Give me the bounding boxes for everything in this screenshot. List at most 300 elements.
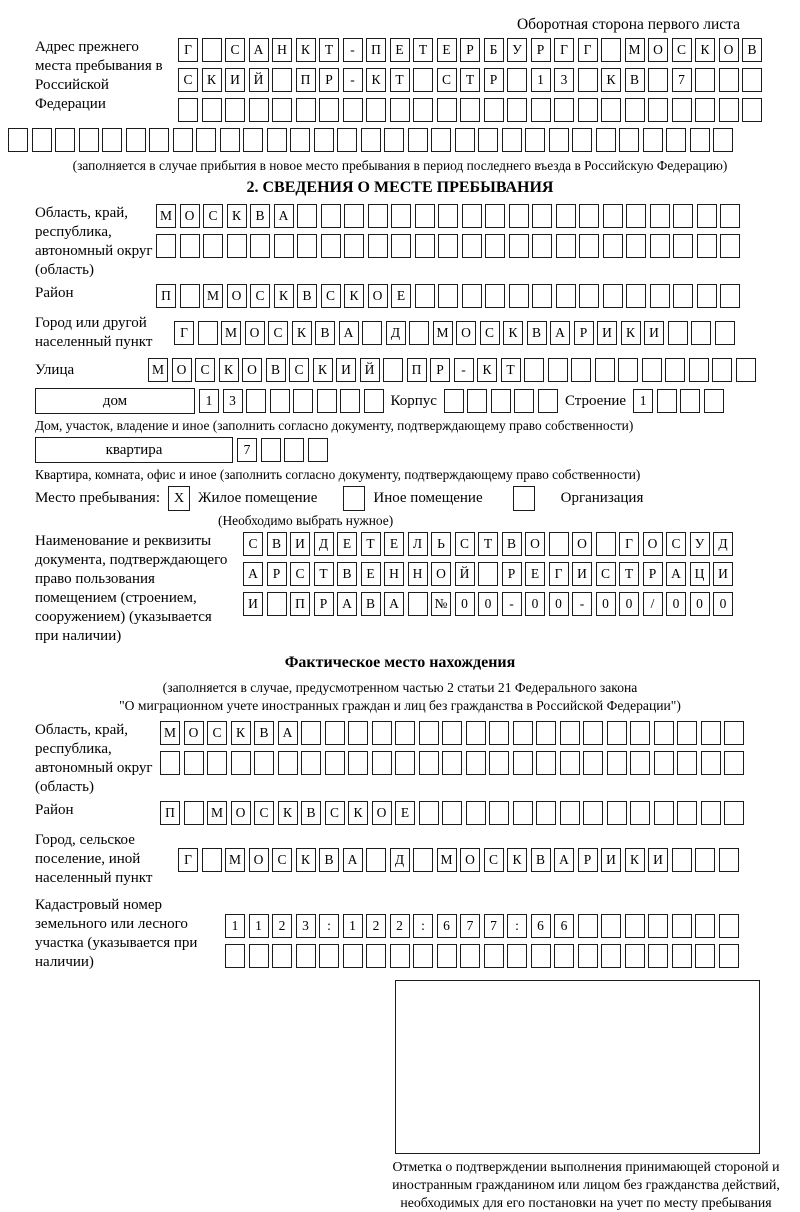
char-cell[interactable]: 3 <box>554 68 574 92</box>
char-cell[interactable] <box>524 358 544 382</box>
char-cell[interactable]: А <box>249 38 269 62</box>
char-cell[interactable] <box>442 721 462 745</box>
char-cell[interactable]: С <box>437 68 457 92</box>
char-cell[interactable] <box>691 321 711 345</box>
char-cell[interactable] <box>361 128 381 152</box>
char-cell[interactable] <box>337 128 357 152</box>
char-cell[interactable]: О <box>172 358 192 382</box>
char-cell[interactable]: Т <box>501 358 521 382</box>
char-cell[interactable] <box>626 284 646 308</box>
char-cell[interactable] <box>578 68 598 92</box>
char-cell[interactable]: М <box>148 358 168 382</box>
char-cell[interactable]: С <box>195 358 215 382</box>
char-cell[interactable] <box>419 721 439 745</box>
char-cell[interactable]: 0 <box>455 592 475 616</box>
char-cell[interactable] <box>390 98 410 122</box>
char-cell[interactable] <box>321 234 341 258</box>
char-cell[interactable]: К <box>366 68 386 92</box>
char-cell[interactable] <box>460 98 480 122</box>
char-cell[interactable]: Г <box>554 38 574 62</box>
char-cell[interactable]: П <box>290 592 310 616</box>
char-cell[interactable]: С <box>480 321 500 345</box>
char-cell[interactable] <box>619 128 639 152</box>
char-cell[interactable]: 3 <box>223 389 243 413</box>
char-cell[interactable] <box>368 204 388 228</box>
char-cell[interactable]: Д <box>386 321 406 345</box>
char-cell[interactable] <box>697 204 717 228</box>
char-cell[interactable] <box>572 128 592 152</box>
char-cell[interactable] <box>556 284 576 308</box>
char-cell[interactable] <box>579 204 599 228</box>
char-cell[interactable]: Т <box>413 38 433 62</box>
char-cell[interactable]: Р <box>502 562 522 586</box>
char-cell[interactable] <box>348 721 368 745</box>
char-cell[interactable]: 0 <box>596 592 616 616</box>
char-cell[interactable] <box>560 721 580 745</box>
char-cell[interactable] <box>202 98 222 122</box>
char-cell[interactable]: К <box>601 68 621 92</box>
char-cell[interactable] <box>556 204 576 228</box>
char-cell[interactable] <box>513 751 533 775</box>
char-cell[interactable] <box>348 751 368 775</box>
char-cell[interactable]: 0 <box>713 592 733 616</box>
char-cell[interactable] <box>102 128 122 152</box>
char-cell[interactable]: Г <box>619 532 639 556</box>
char-cell[interactable] <box>340 389 360 413</box>
char-cell[interactable]: Е <box>395 801 415 825</box>
char-cell[interactable]: С <box>290 562 310 586</box>
char-cell[interactable]: И <box>648 848 668 872</box>
char-cell[interactable]: К <box>344 284 364 308</box>
char-cell[interactable] <box>677 751 697 775</box>
char-cell[interactable]: С <box>207 721 227 745</box>
char-cell[interactable] <box>267 128 287 152</box>
char-cell[interactable]: А <box>666 562 686 586</box>
char-cell[interactable] <box>672 914 692 938</box>
char-cell[interactable] <box>677 801 697 825</box>
apartment-type-box[interactable]: квартира <box>35 437 233 463</box>
char-cell[interactable] <box>55 128 75 152</box>
char-cell[interactable]: 0 <box>478 592 498 616</box>
char-cell[interactable]: А <box>274 204 294 228</box>
char-cell[interactable]: С <box>178 68 198 92</box>
char-cell[interactable]: В <box>250 204 270 228</box>
char-cell[interactable] <box>560 801 580 825</box>
char-cell[interactable] <box>665 358 685 382</box>
char-cell[interactable]: 1 <box>343 914 363 938</box>
char-cell[interactable]: 2 <box>366 914 386 938</box>
char-cell[interactable] <box>489 721 509 745</box>
char-cell[interactable]: К <box>227 204 247 228</box>
char-cell[interactable] <box>343 944 363 968</box>
char-cell[interactable]: 2 <box>390 914 410 938</box>
char-cell[interactable]: К <box>296 848 316 872</box>
char-cell[interactable] <box>301 721 321 745</box>
char-cell[interactable]: Т <box>460 68 480 92</box>
char-cell[interactable]: И <box>336 358 356 382</box>
char-cell[interactable] <box>198 321 218 345</box>
char-cell[interactable] <box>431 128 451 152</box>
char-cell[interactable]: М <box>203 284 223 308</box>
char-cell[interactable] <box>196 128 216 152</box>
char-cell[interactable]: Й <box>455 562 475 586</box>
char-cell[interactable] <box>507 98 527 122</box>
char-cell[interactable] <box>438 284 458 308</box>
char-cell[interactable]: С <box>455 532 475 556</box>
char-cell[interactable]: П <box>407 358 427 382</box>
char-cell[interactable] <box>372 751 392 775</box>
char-cell[interactable]: - <box>502 592 522 616</box>
char-cell[interactable] <box>272 944 292 968</box>
char-cell[interactable]: И <box>243 592 263 616</box>
char-cell[interactable] <box>668 321 688 345</box>
char-cell[interactable]: М <box>160 721 180 745</box>
char-cell[interactable] <box>485 234 505 258</box>
char-cell[interactable] <box>690 128 710 152</box>
char-cell[interactable]: О <box>456 321 476 345</box>
char-cell[interactable] <box>719 68 739 92</box>
char-cell[interactable] <box>560 751 580 775</box>
char-cell[interactable] <box>571 358 591 382</box>
char-cell[interactable] <box>160 751 180 775</box>
char-cell[interactable]: С <box>254 801 274 825</box>
char-cell[interactable]: О <box>719 38 739 62</box>
char-cell[interactable]: К <box>348 801 368 825</box>
char-cell[interactable]: В <box>361 592 381 616</box>
char-cell[interactable] <box>625 944 645 968</box>
char-cell[interactable]: В <box>266 358 286 382</box>
char-cell[interactable] <box>509 204 529 228</box>
char-cell[interactable] <box>514 389 534 413</box>
char-cell[interactable]: М <box>221 321 241 345</box>
char-cell[interactable]: О <box>372 801 392 825</box>
char-cell[interactable] <box>704 389 724 413</box>
char-cell[interactable] <box>607 721 627 745</box>
char-cell[interactable] <box>595 358 615 382</box>
char-cell[interactable] <box>466 721 486 745</box>
char-cell[interactable]: Г <box>174 321 194 345</box>
char-cell[interactable]: 6 <box>554 914 574 938</box>
char-cell[interactable]: Т <box>314 562 334 586</box>
char-cell[interactable]: С <box>666 532 686 556</box>
char-cell[interactable]: М <box>225 848 245 872</box>
char-cell[interactable] <box>701 801 721 825</box>
char-cell[interactable]: И <box>713 562 733 586</box>
char-cell[interactable] <box>261 438 281 462</box>
char-cell[interactable] <box>719 848 739 872</box>
char-cell[interactable] <box>438 204 458 228</box>
char-cell[interactable] <box>626 234 646 258</box>
char-cell[interactable] <box>462 234 482 258</box>
char-cell[interactable] <box>246 389 266 413</box>
char-cell[interactable] <box>536 801 556 825</box>
char-cell[interactable]: С <box>596 562 616 586</box>
char-cell[interactable]: В <box>254 721 274 745</box>
char-cell[interactable] <box>32 128 52 152</box>
char-cell[interactable] <box>290 128 310 152</box>
char-cell[interactable]: Е <box>390 38 410 62</box>
char-cell[interactable]: 3 <box>296 914 316 938</box>
char-cell[interactable]: № <box>431 592 451 616</box>
char-cell[interactable]: - <box>343 68 363 92</box>
char-cell[interactable]: Р <box>267 562 287 586</box>
char-cell[interactable] <box>344 204 364 228</box>
char-cell[interactable] <box>178 98 198 122</box>
char-cell[interactable] <box>513 721 533 745</box>
char-cell[interactable] <box>462 284 482 308</box>
char-cell[interactable] <box>607 801 627 825</box>
char-cell[interactable] <box>532 234 552 258</box>
char-cell[interactable] <box>596 532 616 556</box>
char-cell[interactable] <box>648 944 668 968</box>
char-cell[interactable]: Р <box>484 68 504 92</box>
char-cell[interactable]: Г <box>178 848 198 872</box>
char-cell[interactable] <box>525 128 545 152</box>
char-cell[interactable]: В <box>301 801 321 825</box>
char-cell[interactable]: А <box>243 562 263 586</box>
char-cell[interactable]: Р <box>574 321 594 345</box>
char-cell[interactable]: С <box>203 204 223 228</box>
char-cell[interactable] <box>366 944 386 968</box>
char-cell[interactable] <box>413 68 433 92</box>
char-cell[interactable] <box>625 914 645 938</box>
char-cell[interactable] <box>156 234 176 258</box>
char-cell[interactable]: 7 <box>484 914 504 938</box>
char-cell[interactable]: 0 <box>525 592 545 616</box>
char-cell[interactable]: 1 <box>249 914 269 938</box>
char-cell[interactable]: : <box>413 914 433 938</box>
char-cell[interactable] <box>437 98 457 122</box>
char-cell[interactable] <box>415 284 435 308</box>
char-cell[interactable]: К <box>231 721 251 745</box>
char-cell[interactable]: А <box>337 592 357 616</box>
char-cell[interactable] <box>509 284 529 308</box>
char-cell[interactable] <box>532 284 552 308</box>
char-cell[interactable]: В <box>297 284 317 308</box>
char-cell[interactable]: Д <box>713 532 733 556</box>
char-cell[interactable]: 7 <box>460 914 480 938</box>
char-cell[interactable]: Б <box>484 38 504 62</box>
char-cell[interactable] <box>225 944 245 968</box>
char-cell[interactable] <box>556 234 576 258</box>
char-cell[interactable] <box>203 234 223 258</box>
char-cell[interactable] <box>202 848 222 872</box>
char-cell[interactable] <box>657 389 677 413</box>
char-cell[interactable] <box>343 98 363 122</box>
char-cell[interactable] <box>601 38 621 62</box>
char-cell[interactable] <box>607 751 627 775</box>
char-cell[interactable] <box>321 204 341 228</box>
char-cell[interactable]: Т <box>478 532 498 556</box>
char-cell[interactable] <box>413 848 433 872</box>
stay-option-residential-checkbox[interactable]: X <box>168 486 190 511</box>
char-cell[interactable] <box>249 944 269 968</box>
char-cell[interactable]: О <box>525 532 545 556</box>
char-cell[interactable] <box>642 358 662 382</box>
char-cell[interactable]: Е <box>437 38 457 62</box>
char-cell[interactable]: С <box>250 284 270 308</box>
char-cell[interactable]: К <box>313 358 333 382</box>
char-cell[interactable]: В <box>315 321 335 345</box>
char-cell[interactable] <box>384 128 404 152</box>
char-cell[interactable]: И <box>225 68 245 92</box>
char-cell[interactable] <box>724 721 744 745</box>
char-cell[interactable] <box>742 98 762 122</box>
char-cell[interactable] <box>366 98 386 122</box>
char-cell[interactable]: 7 <box>237 438 257 462</box>
char-cell[interactable]: С <box>272 848 292 872</box>
char-cell[interactable] <box>720 234 740 258</box>
char-cell[interactable]: Е <box>384 532 404 556</box>
char-cell[interactable]: 6 <box>531 914 551 938</box>
char-cell[interactable] <box>625 98 645 122</box>
char-cell[interactable] <box>243 128 263 152</box>
char-cell[interactable] <box>603 234 623 258</box>
char-cell[interactable] <box>697 284 717 308</box>
char-cell[interactable]: Е <box>337 532 357 556</box>
char-cell[interactable]: В <box>527 321 547 345</box>
char-cell[interactable]: В <box>337 562 357 586</box>
house-type-box[interactable]: дом <box>35 388 195 414</box>
char-cell[interactable] <box>695 914 715 938</box>
char-cell[interactable] <box>648 914 668 938</box>
char-cell[interactable] <box>536 751 556 775</box>
char-cell[interactable] <box>650 234 670 258</box>
char-cell[interactable]: Й <box>360 358 380 382</box>
char-cell[interactable] <box>673 284 693 308</box>
char-cell[interactable] <box>79 128 99 152</box>
char-cell[interactable] <box>630 801 650 825</box>
char-cell[interactable] <box>719 944 739 968</box>
char-cell[interactable] <box>272 98 292 122</box>
char-cell[interactable]: Е <box>361 562 381 586</box>
char-cell[interactable]: С <box>321 284 341 308</box>
char-cell[interactable] <box>395 751 415 775</box>
char-cell[interactable] <box>408 592 428 616</box>
char-cell[interactable]: Р <box>531 38 551 62</box>
char-cell[interactable] <box>395 721 415 745</box>
char-cell[interactable] <box>489 801 509 825</box>
char-cell[interactable] <box>630 751 650 775</box>
char-cell[interactable] <box>650 284 670 308</box>
char-cell[interactable] <box>442 801 462 825</box>
char-cell[interactable]: А <box>554 848 574 872</box>
char-cell[interactable]: И <box>644 321 664 345</box>
stay-option-organization-checkbox[interactable] <box>513 486 535 511</box>
char-cell[interactable]: П <box>366 38 386 62</box>
char-cell[interactable] <box>184 801 204 825</box>
char-cell[interactable] <box>301 751 321 775</box>
char-cell[interactable]: 0 <box>549 592 569 616</box>
char-cell[interactable]: Е <box>391 284 411 308</box>
char-cell[interactable] <box>293 389 313 413</box>
char-cell[interactable]: А <box>278 721 298 745</box>
char-cell[interactable] <box>250 234 270 258</box>
char-cell[interactable]: К <box>219 358 239 382</box>
char-cell[interactable] <box>297 204 317 228</box>
char-cell[interactable]: К <box>507 848 527 872</box>
char-cell[interactable]: И <box>290 532 310 556</box>
char-cell[interactable] <box>578 98 598 122</box>
char-cell[interactable]: В <box>319 848 339 872</box>
char-cell[interactable] <box>680 389 700 413</box>
char-cell[interactable] <box>317 389 337 413</box>
char-cell[interactable]: 0 <box>690 592 710 616</box>
char-cell[interactable] <box>695 848 715 872</box>
char-cell[interactable] <box>538 389 558 413</box>
char-cell[interactable]: К <box>621 321 641 345</box>
char-cell[interactable]: Р <box>578 848 598 872</box>
char-cell[interactable]: 0 <box>619 592 639 616</box>
char-cell[interactable]: : <box>319 914 339 938</box>
char-cell[interactable] <box>319 98 339 122</box>
char-cell[interactable]: Р <box>460 38 480 62</box>
char-cell[interactable] <box>227 234 247 258</box>
char-cell[interactable] <box>554 944 574 968</box>
char-cell[interactable]: К <box>477 358 497 382</box>
char-cell[interactable]: 1 <box>531 68 551 92</box>
char-cell[interactable] <box>485 284 505 308</box>
char-cell[interactable]: И <box>601 848 621 872</box>
char-cell[interactable]: К <box>278 801 298 825</box>
char-cell[interactable] <box>736 358 756 382</box>
char-cell[interactable] <box>415 234 435 258</box>
char-cell[interactable]: О <box>245 321 265 345</box>
char-cell[interactable]: М <box>437 848 457 872</box>
char-cell[interactable] <box>689 358 709 382</box>
char-cell[interactable] <box>467 389 487 413</box>
char-cell[interactable] <box>296 944 316 968</box>
char-cell[interactable]: О <box>249 848 269 872</box>
char-cell[interactable] <box>267 592 287 616</box>
char-cell[interactable]: У <box>507 38 527 62</box>
char-cell[interactable] <box>484 98 504 122</box>
char-cell[interactable] <box>391 204 411 228</box>
char-cell[interactable] <box>603 284 623 308</box>
char-cell[interactable]: П <box>160 801 180 825</box>
char-cell[interactable] <box>673 204 693 228</box>
char-cell[interactable]: Г <box>178 38 198 62</box>
char-cell[interactable]: О <box>231 801 251 825</box>
char-cell[interactable]: Т <box>619 562 639 586</box>
char-cell[interactable] <box>672 944 692 968</box>
char-cell[interactable]: В <box>531 848 551 872</box>
char-cell[interactable] <box>478 128 498 152</box>
char-cell[interactable] <box>583 721 603 745</box>
char-cell[interactable]: О <box>184 721 204 745</box>
char-cell[interactable] <box>630 721 650 745</box>
char-cell[interactable] <box>254 751 274 775</box>
char-cell[interactable]: В <box>625 68 645 92</box>
char-cell[interactable]: Е <box>525 562 545 586</box>
char-cell[interactable]: 7 <box>672 68 692 92</box>
char-cell[interactable] <box>583 801 603 825</box>
char-cell[interactable]: А <box>343 848 363 872</box>
char-cell[interactable] <box>672 98 692 122</box>
char-cell[interactable]: О <box>227 284 247 308</box>
char-cell[interactable]: М <box>433 321 453 345</box>
char-cell[interactable] <box>437 944 457 968</box>
char-cell[interactable] <box>578 944 598 968</box>
char-cell[interactable]: 0 <box>666 592 686 616</box>
char-cell[interactable] <box>180 284 200 308</box>
char-cell[interactable]: Т <box>390 68 410 92</box>
char-cell[interactable] <box>207 751 227 775</box>
char-cell[interactable]: И <box>572 562 592 586</box>
char-cell[interactable] <box>666 128 686 152</box>
char-cell[interactable] <box>442 751 462 775</box>
char-cell[interactable]: Л <box>408 532 428 556</box>
